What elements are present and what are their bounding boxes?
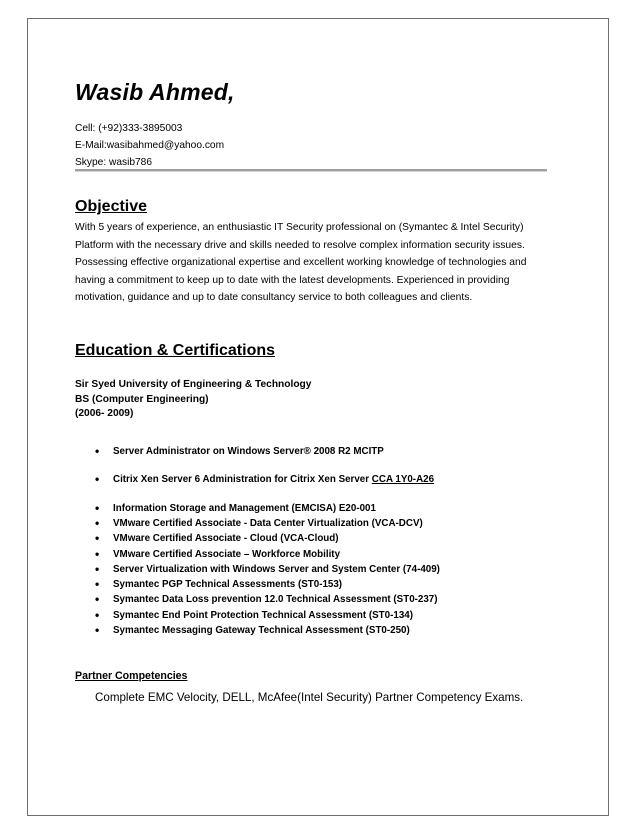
education-years: (2006- 2009) (75, 408, 134, 419)
skype-id: Skype: wasib786 (75, 157, 153, 168)
list-item (95, 472, 434, 487)
list-item: • Symantec End Point Protection Technical Assessment (ST0-134) (95, 608, 440, 623)
university-name: Sir Syed University of Engineering & Technology (75, 379, 312, 390)
partner-text: Complete EMC Velocity, DELL, McAfee(Intel Security) Partner Competency Exams. (95, 691, 524, 704)
education-details (75, 378, 311, 422)
candidate-name: Wasib Ahmed, (75, 79, 235, 105)
list-item (95, 501, 434, 516)
contact-info (75, 120, 224, 171)
certification-text: Server Administrator on Windows Server® 2008 R2 MCITP (113, 446, 384, 457)
list-item: • Server Virtualization with Windows Server and System Center (74-409) (95, 562, 440, 577)
partner-heading: Partner Competencies (75, 670, 188, 682)
objective-text: With 5 years of experience, an enthusiastic IT Security professional on (Symantec & Intel Security) Platform with the necessary drive and skills needed to resolve complex information security issues. Possessing effective organizational expertise and excellent working knowledge of technologies and having a commitment to keep up to date with the latest developments. Experienced in providing motivation, guidance and up to date consultancy service to both colleagues and clients. (75, 222, 527, 303)
list-item: • VMware Certified Associate – Workforce Mobility (95, 547, 440, 562)
list-item: • Symantec Messaging Gateway Technical Assessment (ST0-250) (95, 623, 440, 638)
certification-text: Information Storage and Management (EMCISA) E20-001 (113, 502, 376, 514)
objective-heading: Objective (75, 198, 148, 215)
certification-text: Citrix Xen Server 6 Administration for Citrix Xen Server (113, 474, 372, 486)
certification-code: CCA 1Y0-A26 (371, 474, 435, 486)
list-item: • VMware Certified Associate - Cloud (VCA-Cloud) (95, 531, 440, 546)
education-heading: Education & Certifications (75, 342, 276, 359)
list-item: • Symantec Data Loss prevention 12.0 Technical Assessment (ST0-237) (95, 592, 440, 607)
cell-phone: Cell: (+92)333-3895003 (75, 123, 183, 134)
certification-list (95, 516, 440, 638)
email-address: E-Mail:wasibahmed@yahoo.com (75, 140, 225, 151)
degree-name: BS (Computer Engineering) (75, 393, 209, 405)
list-item: • VMware Certified Associate - Data Center Virtualization (VCA-DCV) (95, 516, 440, 531)
header-divider (75, 169, 547, 172)
list-item: • Symantec PGP Technical Assessments (ST0-153) (95, 577, 440, 592)
list-item (95, 444, 434, 459)
